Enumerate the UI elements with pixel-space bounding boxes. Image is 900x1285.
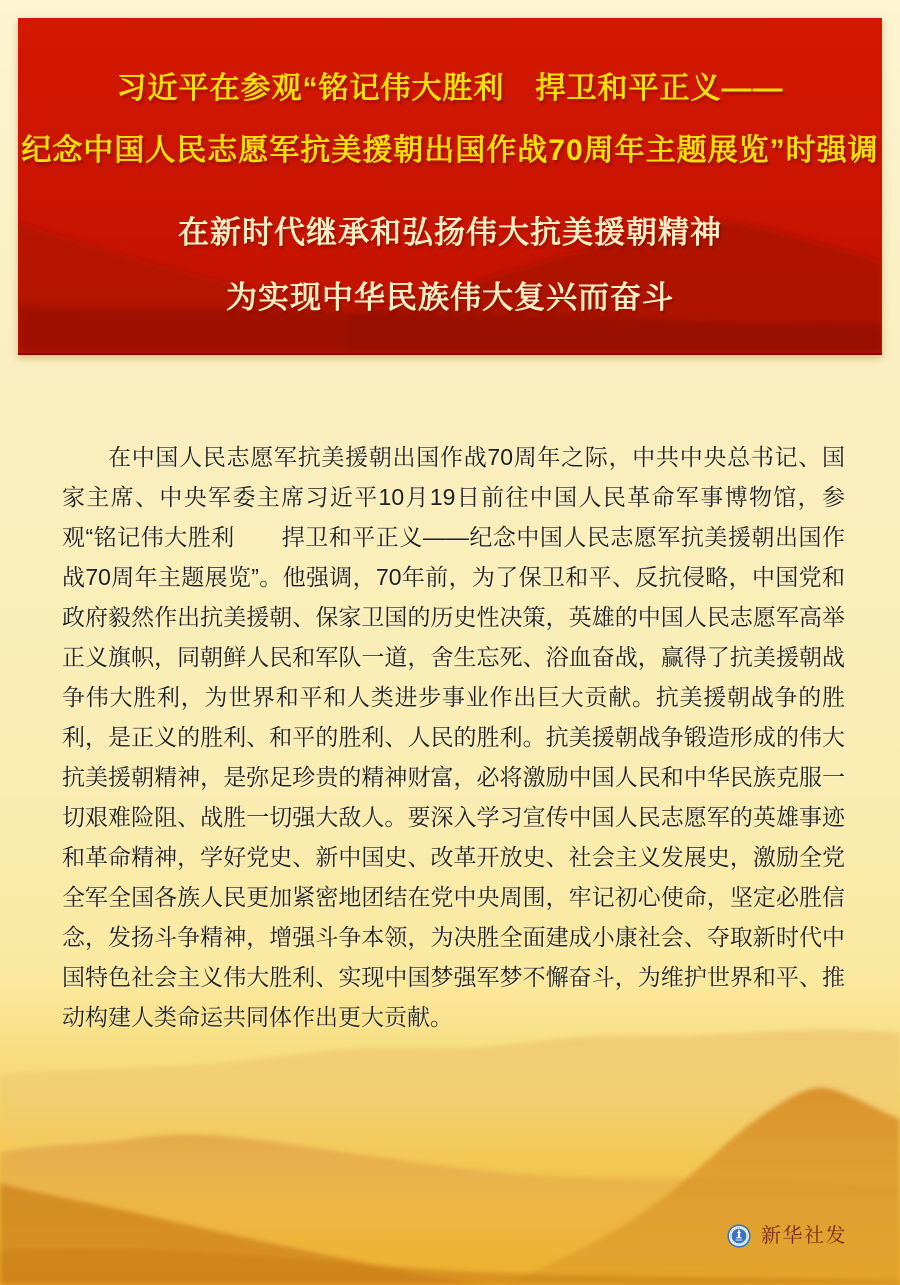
banner-title-line-2: 纪念中国人民志愿军抗美援朝出国作战70周年主题展览”时强调 (21, 134, 879, 167)
banner-subtitle-line-2: 为实现中华民族伟大复兴而奋斗 (226, 280, 674, 315)
banner (18, 18, 882, 355)
banner-title (18, 18, 882, 182)
banner-text (18, 18, 882, 330)
banner-subtitle-line-1: 在新时代继承和弘扬伟大抗美援朝精神 (178, 215, 722, 250)
article-paragraph: 在中国人民志愿军抗美援朝出国作战70周年之际，中共中央总书记、国家主席、中央军委主席习近平10月19日前往中国人民革命军事博物馆，参观“铭记伟大胜利 捍卫和平正义——纪念中国人民志愿军抗美援朝出国作战70周年主题展览”。他强调，70年前，为了保卫和平、反抗侵略，中国党和政府毅然作出抗美援朝、保家卫国的历史性决策，英雄的中国人民志愿军高举正义旗帜，同朝鲜人民和军队一道，舍生忘死、浴血奋战，赢得了抗美援朝战争伟大胜利，为世界和平和人类进步事业作出巨大贡献。抗美援朝战争的胜利，是正义的胜利、和平的胜利、人民的胜利。抗美援朝战争锻造形成的伟大抗美援朝精神，是弥足珍贵的精神财富，必将激励中国人民和中华民族克服一切艰难险阻、战胜一切强大敌人。要深入学习宣传中国人民志愿军的英雄事迹和革命精神，学好党史、新中国史、改革开放史、社会主义发展史，激励全党全军全国各族人民更加紧密地团结在党中央周围，牢记初心使命，坚定必胜信念，发扬斗争精神，增强斗争本领，为决胜全面建成小康社会、夺取新时代中国特色社会主义伟大胜利、实现中国梦强军梦不懈奋斗，为维护世界和平、推动构建人类命运共同体作出更大贡献。 (62, 444, 845, 1030)
credit-text: 新华社发 (761, 1225, 847, 1247)
banner-subtitle (18, 200, 882, 330)
banner-title-line-1: 习近平在参观“铭记伟大胜利 捍卫和平正义—— (116, 72, 784, 105)
xinhua-emblem-icon (727, 1224, 751, 1248)
credit-line (727, 1224, 847, 1248)
